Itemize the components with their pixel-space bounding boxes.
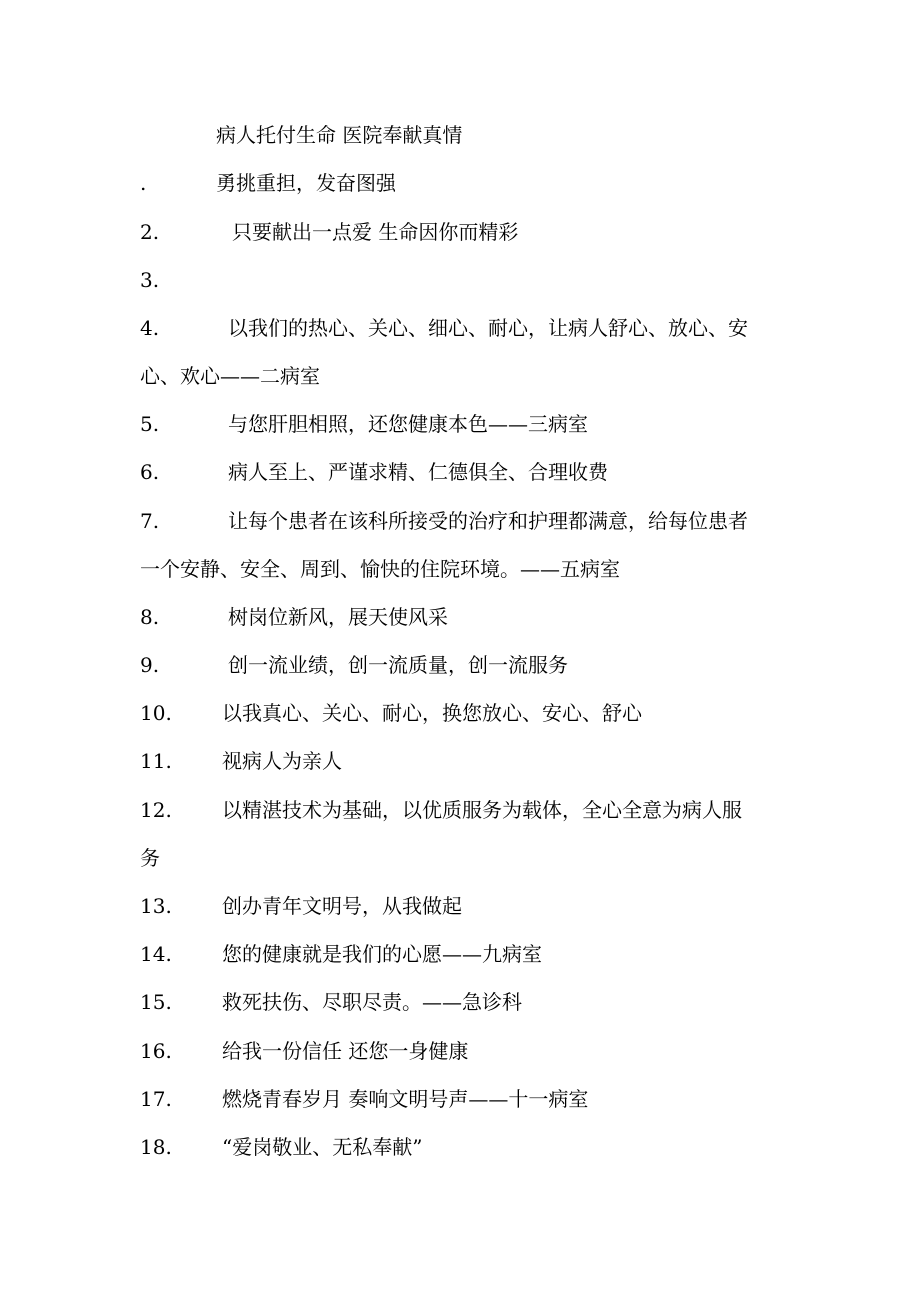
item-number: 12.: [140, 798, 172, 822]
list-item: [140, 265, 790, 295]
item-number: 14.: [140, 942, 172, 966]
item-number: 13.: [140, 894, 172, 918]
item-number: 6.: [140, 460, 160, 484]
list-item: [140, 313, 790, 343]
item-text: 燃烧青春岁月 奏响文明号声——十一病室: [222, 1087, 589, 1111]
item-text: 给我一份信任 还您一身健康: [222, 1039, 469, 1063]
list-item: [140, 1132, 790, 1162]
title-text: 病人托付生命 医院奉献真情: [216, 123, 463, 147]
item-number: 18.: [140, 1135, 172, 1159]
item-text: 勇挑重担，发奋图强: [216, 171, 396, 195]
item-text: 以我们的热心、关心、细心、耐心，让病人舒心、放心、安: [228, 316, 748, 340]
list-item: [140, 939, 790, 969]
document-title: [140, 120, 790, 150]
item-text: 与您肝胆相照，还您健康本色——三病室: [228, 412, 588, 436]
item-number: 17.: [140, 1087, 172, 1111]
item-number: .: [140, 171, 147, 195]
item-text: 只要献出一点爱 生命因你而精彩: [232, 220, 519, 244]
list-item: [140, 217, 790, 247]
item-text: 让每个患者在该科所接受的治疗和护理都满意，给每位患者: [228, 509, 748, 533]
list-item: [140, 795, 790, 825]
item-number: 5.: [140, 412, 160, 436]
item-number: 2.: [140, 220, 160, 244]
list-item: [140, 409, 790, 439]
list-item: [140, 891, 790, 921]
list-item: [140, 650, 790, 680]
item-number: 11.: [140, 749, 172, 773]
item-text: 以精湛技术为基础，以优质服务为载体，全心全意为病人服: [222, 798, 742, 822]
list-item: [140, 746, 790, 776]
list-item: [140, 168, 790, 198]
list-item: [140, 698, 790, 728]
item-text: 创一流业绩，创一流质量，创一流服务: [228, 653, 568, 677]
list-item: [140, 602, 790, 632]
item-number: 16.: [140, 1039, 172, 1063]
item-text: 视病人为亲人: [222, 749, 342, 773]
item-text: 您的健康就是我们的心愿——九病室: [222, 942, 542, 966]
item-text: 创办青年文明号，从我做起: [222, 894, 462, 918]
item-text: 以我真心、关心、耐心，换您放心、安心、舒心: [222, 701, 642, 725]
item-text-continuation: 一个安静、安全、周到、愉快的住院环境。——五病室: [140, 557, 620, 581]
list-item: [140, 457, 790, 487]
item-text: 救死扶伤、尽职尽责。——急诊科: [222, 990, 522, 1014]
list-item: [140, 987, 790, 1017]
item-number: 3.: [140, 268, 160, 292]
item-text: 病人至上、严谨求精、仁德俱全、合理收费: [228, 460, 608, 484]
item-number: 7.: [140, 509, 160, 533]
list-item: [140, 1084, 790, 1114]
item-text: “爱岗敬业、无私奉献”: [222, 1135, 423, 1159]
item-text-continuation: 务: [140, 846, 160, 870]
item-number: 10.: [140, 701, 172, 725]
item-number: 4.: [140, 316, 160, 340]
item-text: 树岗位新风，展天使风采: [228, 605, 448, 629]
item-number: 15.: [140, 990, 172, 1014]
list-item: [140, 1036, 790, 1066]
list-item: [140, 506, 790, 536]
item-number: 8.: [140, 605, 160, 629]
item-text-continuation: 心、欢心——二病室: [140, 364, 320, 388]
item-number: 9.: [140, 653, 160, 677]
